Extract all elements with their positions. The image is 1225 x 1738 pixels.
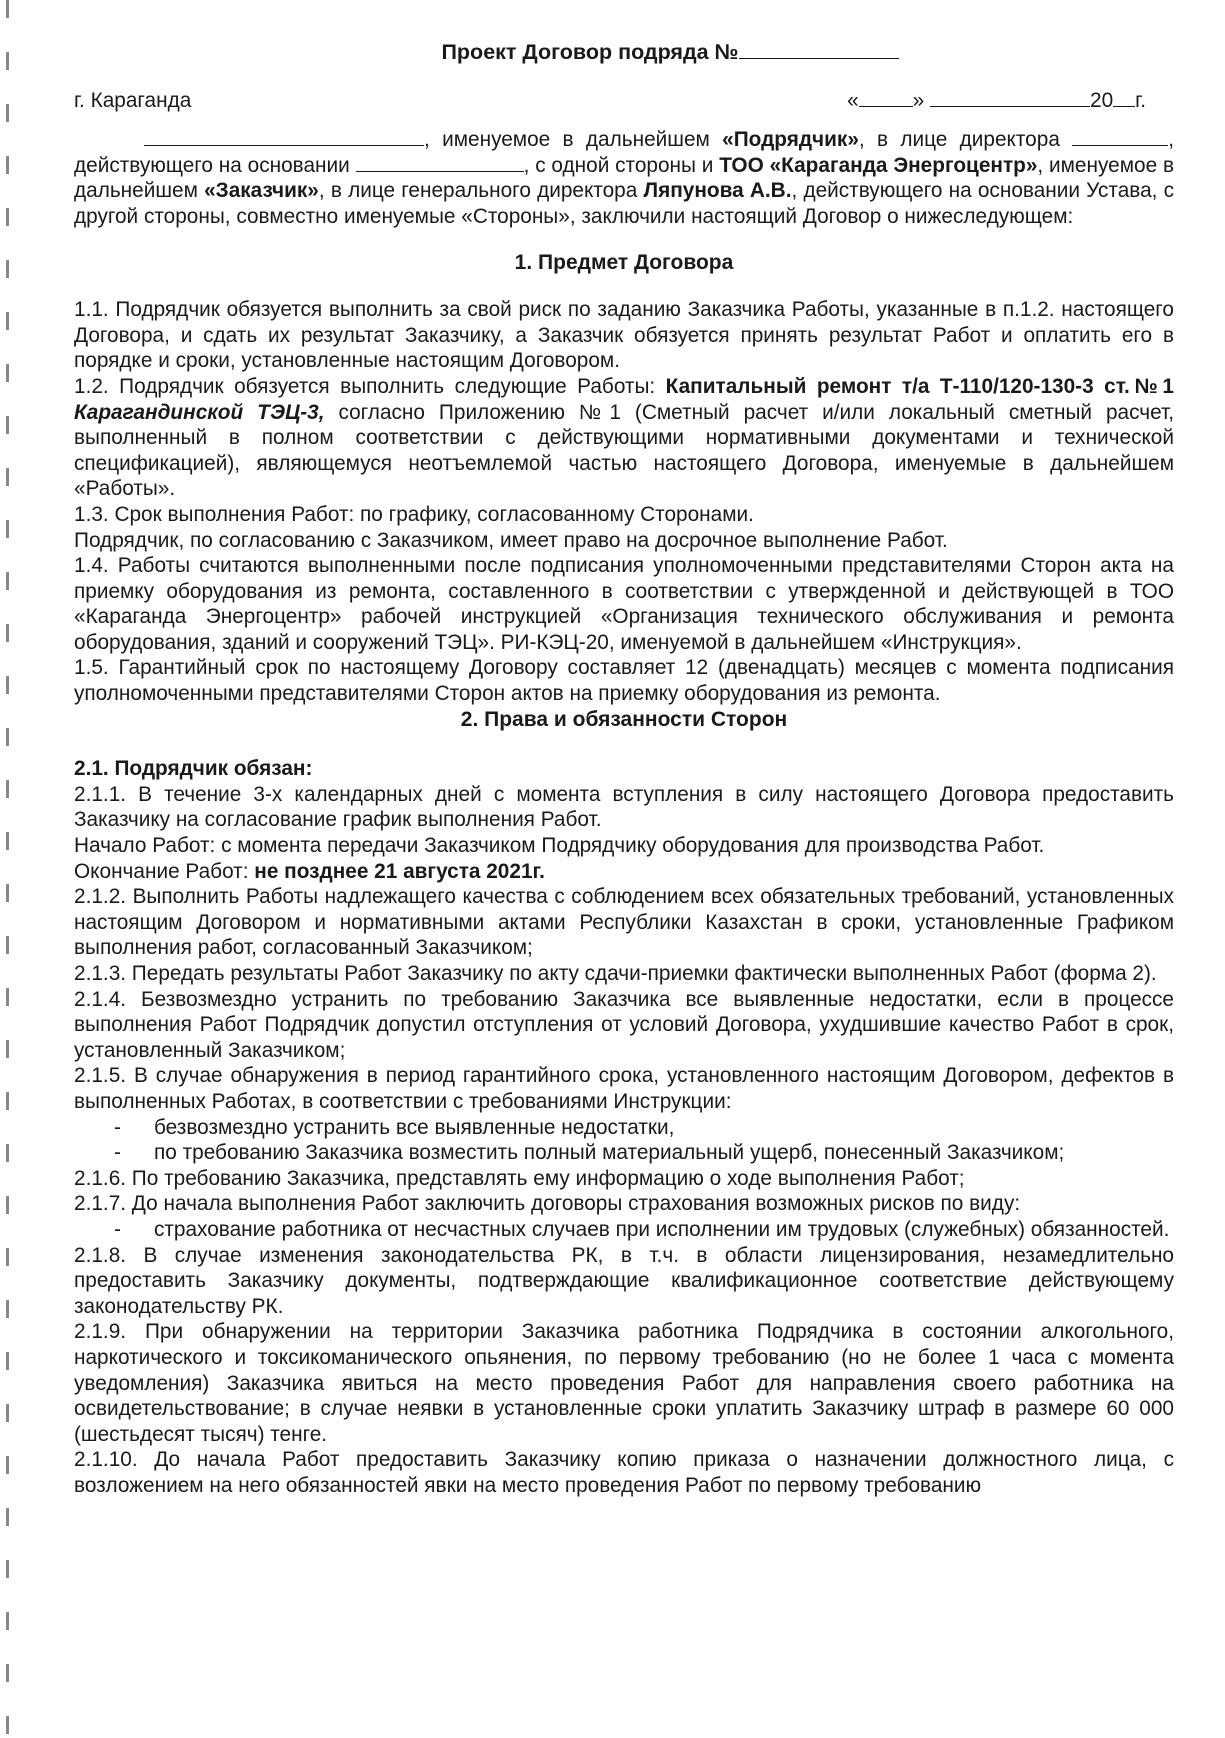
work-end: Окончание Работ: не позднее 21 августа 2021г. [74, 859, 545, 883]
date-line: « » 20 г. [847, 88, 1146, 112]
clause-1-2: 1.2. Подрядчик обязуется выполнить следующие Работы: Капитальный ремонт т/а Т-110/120-130-3 ст.№1 Карагандинской ТЭЦ-3, согласно Приложению №1 (Сметный расчет и/или локальный сметный расчет, выполненный в полном соответствии с действующими нормативными документами и технической спецификацией), являющемуся неотъемлемой частью настоящего Договора, именуемые в дальнейшем «Работы». [74, 374, 1174, 501]
list-item: - безвозмездно устранить все выявленные недостатки, [114, 1115, 675, 1139]
clause-2-1-5: 2.1.5. В случае обнаружения в период гарантийного срока, установленного настоящим Договором, дефектов в выполненных Работах, в соответствии с требованиями Инструкции: [74, 1064, 1174, 1113]
section-1-heading: 1. Предмет Договора [514, 250, 734, 274]
header-row [74, 88, 1174, 114]
section-2-heading: 2. Права и обязанности Сторон [460, 707, 788, 731]
clause-1-3: 1.3. Срок выполнения Работ: по графику, согласованному Сторонами. [74, 502, 754, 526]
document-title: Проект Договор подряда № [166, 40, 1174, 66]
clause-1-1: 1.1. Подрядчик обязуется выполнить за свой риск по заданию Заказчика Работы, указанные в п.1.2. настоящего Договора, и сдать их результат Заказчику, а Заказчик обязуется принять результат Работ и оплатить его в порядке и сроки, установленные настоящим Договором. [74, 298, 1174, 373]
document-body [74, 40, 1174, 1498]
binding-margin-marks [6, 0, 9, 1738]
list-item: - по требованию Заказчика возместить полный материальный ущерб, понесенный Заказчиком; [114, 1141, 1065, 1165]
clause-1-5: 1.5. Гарантийный срок по настоящему Договору составляет 12 (двенадцать) месяцев с момента подписания уполномоченными представителями Сторон актов на приемку оборудования из ремонта. [74, 656, 1174, 706]
clause-2-1-4: 2.1.4. Безвозмездно устранить по требованию Заказчика все выявленные недостатки, если в процессе выполнения Работ Подрядчик допустил отступления от условий Договора, ухудшившие качество Работ в срок, установленный Заказчиком; [74, 987, 1174, 1062]
list-item: - страхование работника от несчастных случаев при исполнении им трудовых (служебных) обязанностей. [114, 1217, 1170, 1241]
clause-2-1-6: 2.1.6. По требованию Заказчика, представлять ему информацию о ходе выполнения Работ; [74, 1166, 965, 1190]
clause-1-3-note: Подрядчик, по согласованию с Заказчиком, имеет право на досрочное выполнение Работ. [74, 528, 948, 552]
clause-2-1-3: 2.1.3. Передать результаты Работ Заказчику по акту сдачи-приемки фактически выполненных Работ (форма 2). [74, 962, 1157, 985]
city: г. Караганда [74, 88, 192, 112]
clause-2-1-1: 2.1.1. В течение 3-х календарных дней с момента вступления в силу настоящего Договора предоставить Заказчику на согласование график выполнения Работ. [74, 782, 1174, 832]
clause-1-4: 1.4. Работы считаются выполненными после подписания уполномоченными представителями Сторон акта на приемку оборудования из ремонта, составленного в соответствии с утвержденной и действующей в ТОО «Караганда Энергоцентр» рабочей инструкцией «Организация технического обслуживания и ремонта оборудования, зданий и сооружений ТЭЦ». РИ-КЭЦ-20, именуемой в дальнейшем «Инструкция». [74, 554, 1174, 654]
clause-2-1-7: 2.1.7. До начала выполнения Работ заключить договоры страхования возможных рисков по виду: [74, 1192, 1021, 1216]
clause-2-1-10: 2.1.10. До начала Работ предоставить Заказчику копию приказа о назначении должностного лица, с возложением на него обязанностей явки на место проведения Работ по первому требованию [74, 1448, 1174, 1497]
work-start: Начало Работ: с момента передачи Заказчиком Подрядчику оборудования для производства Работ. [74, 834, 1045, 858]
preamble: , именуемое в дальнейшем «Подрядчик», в лице директора , действующего на основании , с одной стороны и ТОО «Караганда Энергоцентр», именуемое в дальнейшем «Заказчик», в лице генерального директора Ляпунова А.В., действующего на основании Устава, с другой стороны, совместно именуемые «Стороны», заключили настоящий Договор о нижеследующем: [74, 128, 1175, 228]
clause-2-1-8: 2.1.8. В случае изменения законодательства РК, в т.ч. в области лицензирования, незамедлительно предоставить Заказчику документы, подтверждающие квалификационное соответствие действующему законодательству РК. [74, 1243, 1174, 1318]
contract-number-blank [739, 40, 899, 59]
subsection-2-1: 2.1. Подрядчик обязан: [74, 757, 313, 781]
clause-2-1-2: 2.1.2. Выполнить Работы надлежащего качества с соблюдением всех обязательных требований, установленных настоящим Договором и нормативными актами Республики Казахстан в сроки, установленные Графиком выполнения работ, согласованный Заказчиком; [74, 885, 1174, 960]
clause-2-1-9: 2.1.9. При обнаружении на территории Заказчика работника Подрядчика в состоянии алкогольного, наркотического и токсикоманического опьянения, по первому требованию (но не более 1 часа с момента уведомления) Заказчика явиться на место проведения Работ для направления своего работника на освидетельствование; в случае неявки в установленные сроки уплатить Заказчику штраф в размере 60 000 (шестьдесят тысяч) тенге. [74, 1320, 1174, 1446]
